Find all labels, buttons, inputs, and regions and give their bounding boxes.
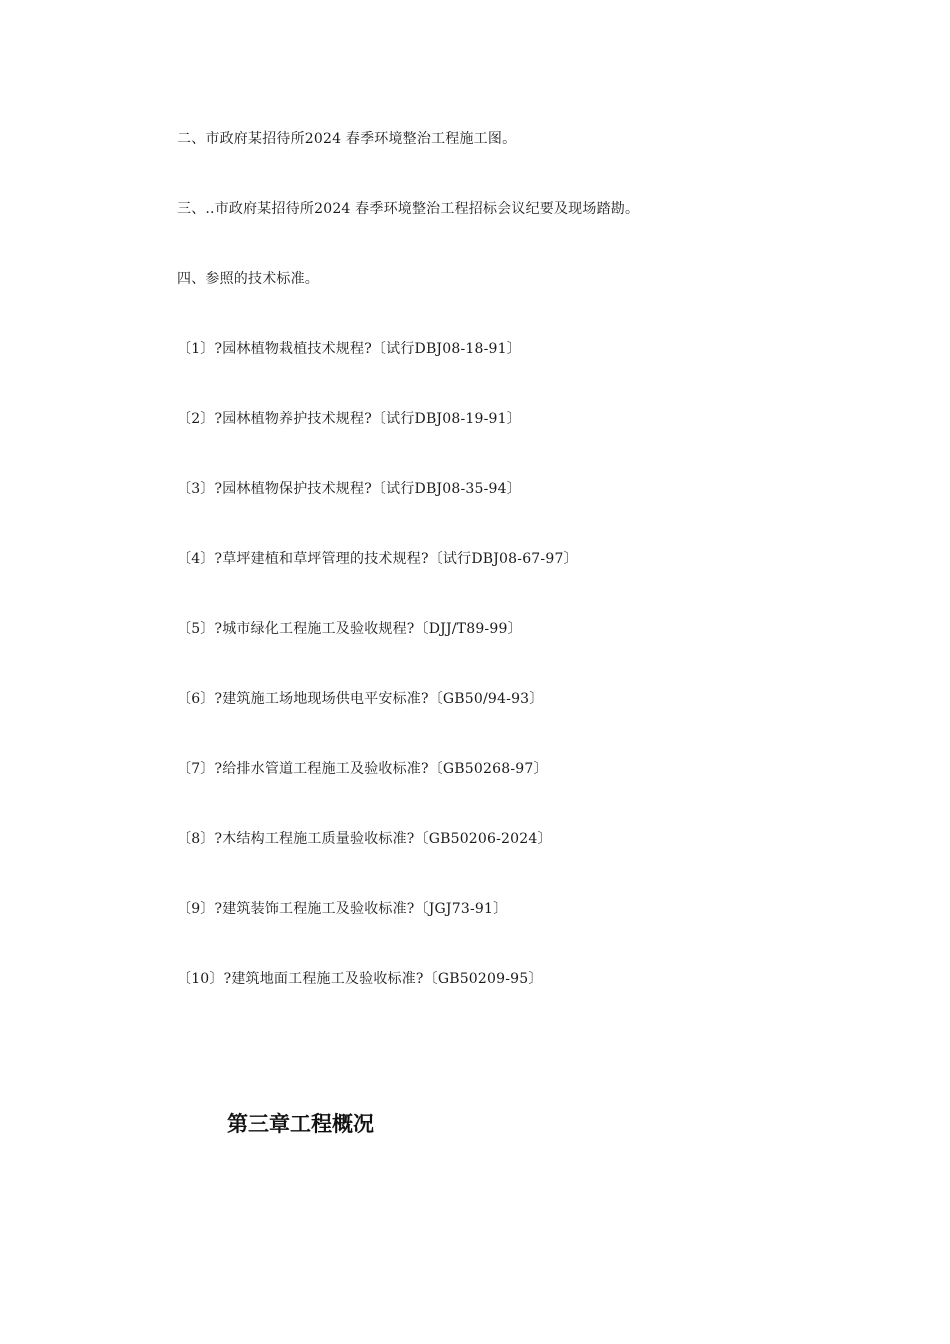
- standard-item-2: 〔2〕?园林植物养护技术规程?〔试行DBJ08-19-91〕: [177, 411, 521, 427]
- standard-item-3: 〔3〕?园林植物保护技术规程?〔试行DBJ08-35-94〕: [177, 481, 521, 497]
- paragraph-meeting-minutes: 三、..市政府某招待所2024 春季环境整治工程招标会议纪要及现场踏勘。: [177, 201, 640, 217]
- standard-item-10: 〔10〕?建筑地面工程施工及验收标准?〔GB50209-95〕: [177, 971, 543, 987]
- chapter-heading: 第三章工程概况: [227, 1112, 374, 1136]
- standard-item-4: 〔4〕?草坪建植和草坪管理的技术规程?〔试行DBJ08-67-97〕: [177, 551, 578, 567]
- paragraph-drawings: 二、市政府某招待所2024 春季环境整治工程施工图。: [177, 131, 517, 147]
- standard-item-8: 〔8〕?木结构工程施工质量验收标准?〔GB50206-2024〕: [177, 831, 552, 847]
- standard-item-6: 〔6〕?建筑施工场地现场供电平安标准?〔GB50/94-93〕: [177, 691, 544, 707]
- standard-item-1: 〔1〕?园林植物栽植技术规程?〔试行DBJ08-18-91〕: [177, 341, 521, 357]
- standard-item-7: 〔7〕?给排水管道工程施工及验收标准?〔GB50268-97〕: [177, 761, 548, 777]
- standard-item-9: 〔9〕?建筑装饰工程施工及验收标准?〔JGJ73-91〕: [177, 901, 508, 917]
- paragraph-technical-standards: 四、参照的技术标准。: [177, 271, 319, 287]
- standard-item-5: 〔5〕?城市绿化工程施工及验收规程?〔DJJ/T89-99〕: [177, 621, 522, 637]
